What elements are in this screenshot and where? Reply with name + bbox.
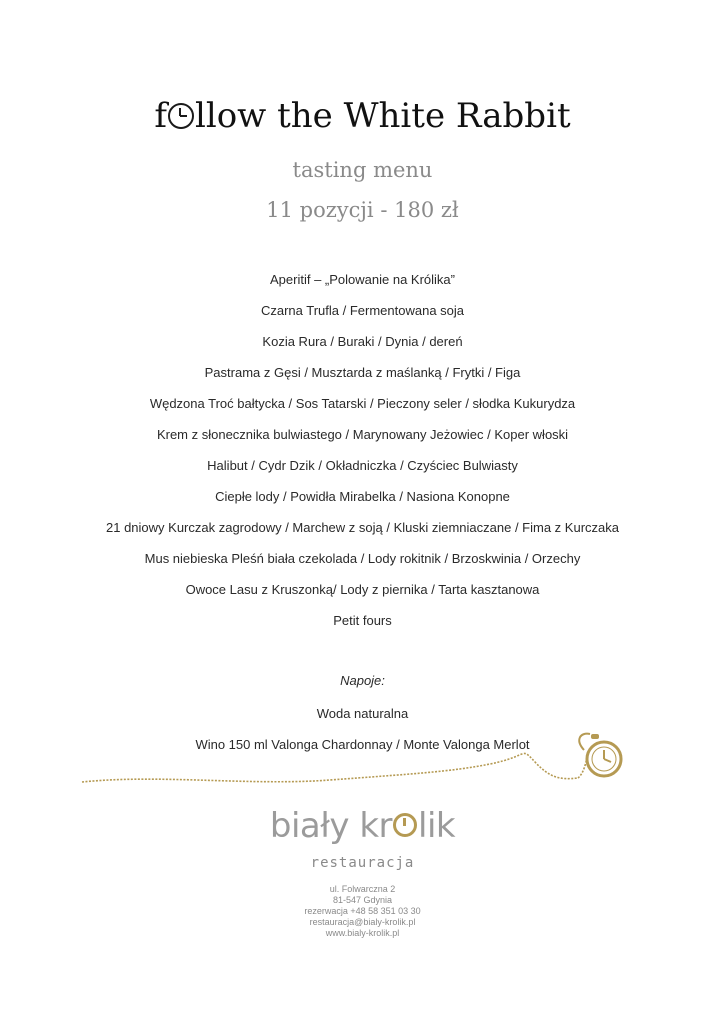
menu-item: Krem z słonecznika bulwiastego / Marynowany Jeżowiec / Koper włoski [156, 427, 569, 442]
menu-item: Halibut / Cydr Dzik / Okładniczka / Czyściec Bulwiasty [207, 458, 518, 473]
menu-item: Pastrama z Gęsi / Musztarda z maślanką / Frytki / Figa [204, 365, 521, 380]
menu-item: Mus niebieska Pleśń biała czekolada / Lody rokitnik / Brzoskwinia / Orzechy [144, 551, 581, 566]
title-prefix: f [154, 96, 167, 136]
contact-phone: rezerwacja +48 58 351 03 30 [304, 906, 421, 916]
restaurant-logo [0, 806, 725, 846]
menu-title [0, 96, 725, 136]
title-suffix: llow the White Rabbit [194, 96, 571, 136]
menu-price: 11 pozycji - 180 zł [266, 198, 459, 222]
contact-address: ul. Folwarczna 2 [329, 884, 396, 894]
menu-subtitle: tasting menu [292, 158, 433, 182]
menu-item: Ciepłe lody / Powidła Mirabelka / Nasiona Konopne [215, 489, 510, 504]
contact-city: 81-547 Gdynia [332, 895, 393, 905]
menu-item: Aperitif – „Polowanie na Królika” [270, 272, 455, 287]
contact-website[interactable]: www.bialy-krolik.pl [325, 928, 400, 938]
menu-list [0, 270, 725, 642]
contact-email[interactable]: restauracja@bialy-krolik.pl [309, 917, 416, 927]
logo-text-prefix: biały kr [269, 806, 393, 846]
logo-text-suffix: lik [418, 806, 456, 846]
menu-item: Czarna Trufla / Fermentowana soja [260, 303, 465, 318]
pocket-watch-chain-icon [0, 720, 725, 800]
drinks-label: Napoje: [340, 673, 385, 688]
clock-icon [393, 813, 417, 837]
drink-item: Wino 150 ml Valonga Chardonnay / Monte Valonga Merlot [195, 737, 530, 752]
drink-item: Woda naturalna [316, 706, 409, 721]
menu-item: 21 dniowy Kurczak zagrodowy / Marchew z soją / Kluski ziemniaczane / Fima z Kurczaka [106, 520, 619, 535]
menu-item: Wędzona Troć bałtycka / Sos Tatarski / Pieczony seler / słodka Kukurydza [149, 396, 576, 411]
contact-info [0, 884, 725, 939]
menu-item: Kozia Rura / Buraki / Dynia / dereń [262, 334, 463, 349]
clock-icon [168, 103, 194, 129]
menu-item: Owoce Lasu z Kruszonką/ Lody z piernika / Tarta kasztanowa [185, 582, 540, 597]
menu-item: Petit fours [333, 613, 392, 628]
logo-subtitle: restauracja [310, 855, 415, 871]
